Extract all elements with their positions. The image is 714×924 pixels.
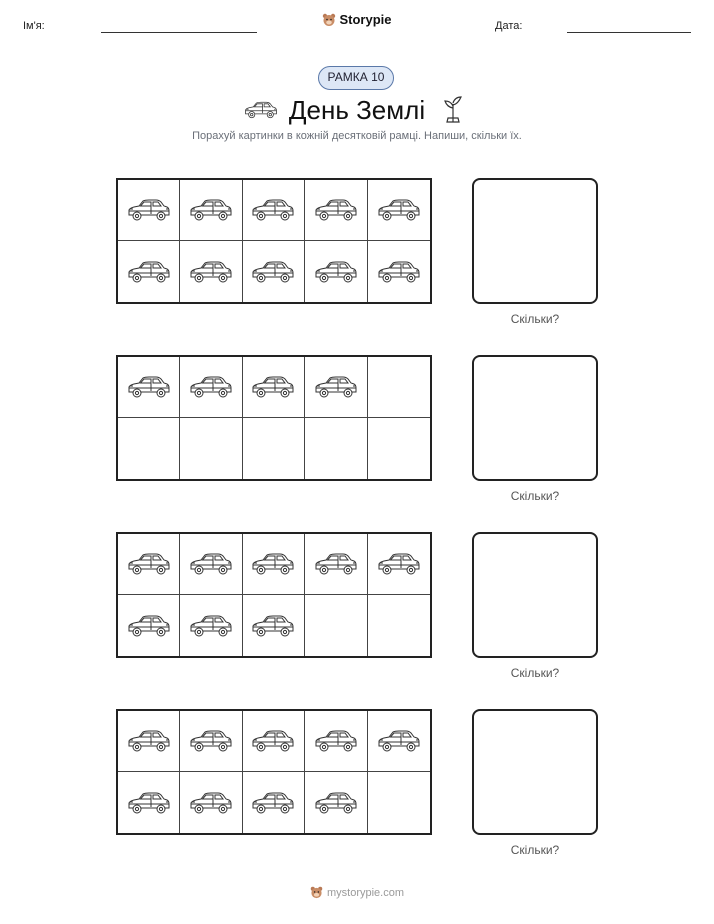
car-icon — [314, 196, 358, 224]
frame-cell — [243, 595, 305, 656]
brand-name: Storypie — [339, 12, 392, 27]
frame-cell — [305, 772, 367, 833]
frame-cell — [243, 180, 305, 241]
frame-cell — [118, 418, 180, 479]
car-icon — [251, 196, 295, 224]
car-icon — [314, 550, 358, 578]
car-icon — [314, 727, 358, 755]
frame-cell — [243, 772, 305, 833]
frame-cell — [368, 595, 430, 656]
footer — [0, 886, 714, 904]
bear-icon — [310, 886, 323, 899]
answer-box[interactable] — [472, 532, 598, 658]
answer-label: Скільки? — [510, 666, 560, 680]
ten-frame — [116, 178, 432, 304]
car-icon — [314, 258, 358, 286]
frame-cell — [118, 595, 180, 656]
car-icon — [127, 727, 171, 755]
frame-cell — [305, 241, 367, 302]
answer-label: Скільки? — [510, 489, 560, 503]
car-icon — [127, 258, 171, 286]
car-icon — [127, 550, 171, 578]
frame-cell — [118, 772, 180, 833]
frame-cell — [118, 357, 180, 418]
frame-cell — [305, 418, 367, 479]
frame-cell — [243, 711, 305, 772]
car-icon — [189, 258, 233, 286]
car-icon — [189, 612, 233, 640]
frame-cell — [368, 357, 430, 418]
frame-cell — [180, 241, 242, 302]
car-icon — [251, 550, 295, 578]
frame-cell — [180, 772, 242, 833]
page-title: День Землі — [288, 95, 426, 125]
date-line[interactable] — [567, 32, 691, 33]
frame-cell — [243, 357, 305, 418]
brand-logo — [0, 12, 714, 32]
car-icon — [127, 789, 171, 817]
car-icon — [189, 727, 233, 755]
answer-label: Скільки? — [510, 843, 560, 857]
car-icon — [251, 258, 295, 286]
car-icon — [314, 789, 358, 817]
name-line[interactable] — [101, 32, 257, 33]
car-icon — [251, 373, 295, 401]
frame-cell — [368, 241, 430, 302]
ten-frame — [116, 709, 432, 835]
answer-label: Скільки? — [510, 312, 560, 326]
frame-cell — [243, 534, 305, 595]
answer-box[interactable] — [472, 355, 598, 481]
frame-cell — [118, 534, 180, 595]
title-row — [0, 94, 714, 128]
car-icon — [377, 727, 421, 755]
date-label: Дата: — [495, 20, 523, 32]
frame-cell — [305, 180, 367, 241]
bear-icon — [322, 13, 336, 27]
frame-cell — [368, 534, 430, 595]
frame-cell — [305, 595, 367, 656]
frame-cell — [180, 711, 242, 772]
frame-cell — [305, 711, 367, 772]
frame-cell — [118, 241, 180, 302]
frame-cell — [118, 711, 180, 772]
frame-cell — [180, 180, 242, 241]
frame-cell — [180, 595, 242, 656]
frame-cell — [180, 418, 242, 479]
car-icon — [127, 612, 171, 640]
car-icon — [377, 196, 421, 224]
frame-cell — [118, 180, 180, 241]
ten-frame — [116, 355, 432, 481]
instructions: Порахуй картинки в кожній десятковій рамці. Напиши, скільки їх. — [192, 130, 522, 142]
frame-cell — [243, 418, 305, 479]
car-icon — [314, 373, 358, 401]
footer-url: mystorypie.com — [326, 886, 405, 899]
car-icon — [189, 789, 233, 817]
frame-cell — [368, 772, 430, 833]
answer-box[interactable] — [472, 178, 598, 304]
car-icon — [251, 727, 295, 755]
frame-cell — [368, 180, 430, 241]
ten-frame — [116, 532, 432, 658]
car-icon — [189, 550, 233, 578]
answer-box[interactable] — [472, 709, 598, 835]
car-icon — [377, 258, 421, 286]
sprout-icon — [442, 94, 464, 124]
name-label: Ім'я: — [23, 20, 45, 32]
car-icon — [189, 196, 233, 224]
worksheet-badge: РАМКА 10 — [318, 66, 394, 90]
frame-cell — [305, 357, 367, 418]
frame-cell — [368, 711, 430, 772]
car-icon — [189, 373, 233, 401]
frame-cell — [180, 534, 242, 595]
frame-cell — [368, 418, 430, 479]
car-icon — [251, 789, 295, 817]
car-icon — [127, 373, 171, 401]
frame-cell — [243, 241, 305, 302]
car-icon — [251, 612, 295, 640]
car-icon — [377, 550, 421, 578]
frame-cell — [180, 357, 242, 418]
frame-cell — [305, 534, 367, 595]
car-icon — [127, 196, 171, 224]
